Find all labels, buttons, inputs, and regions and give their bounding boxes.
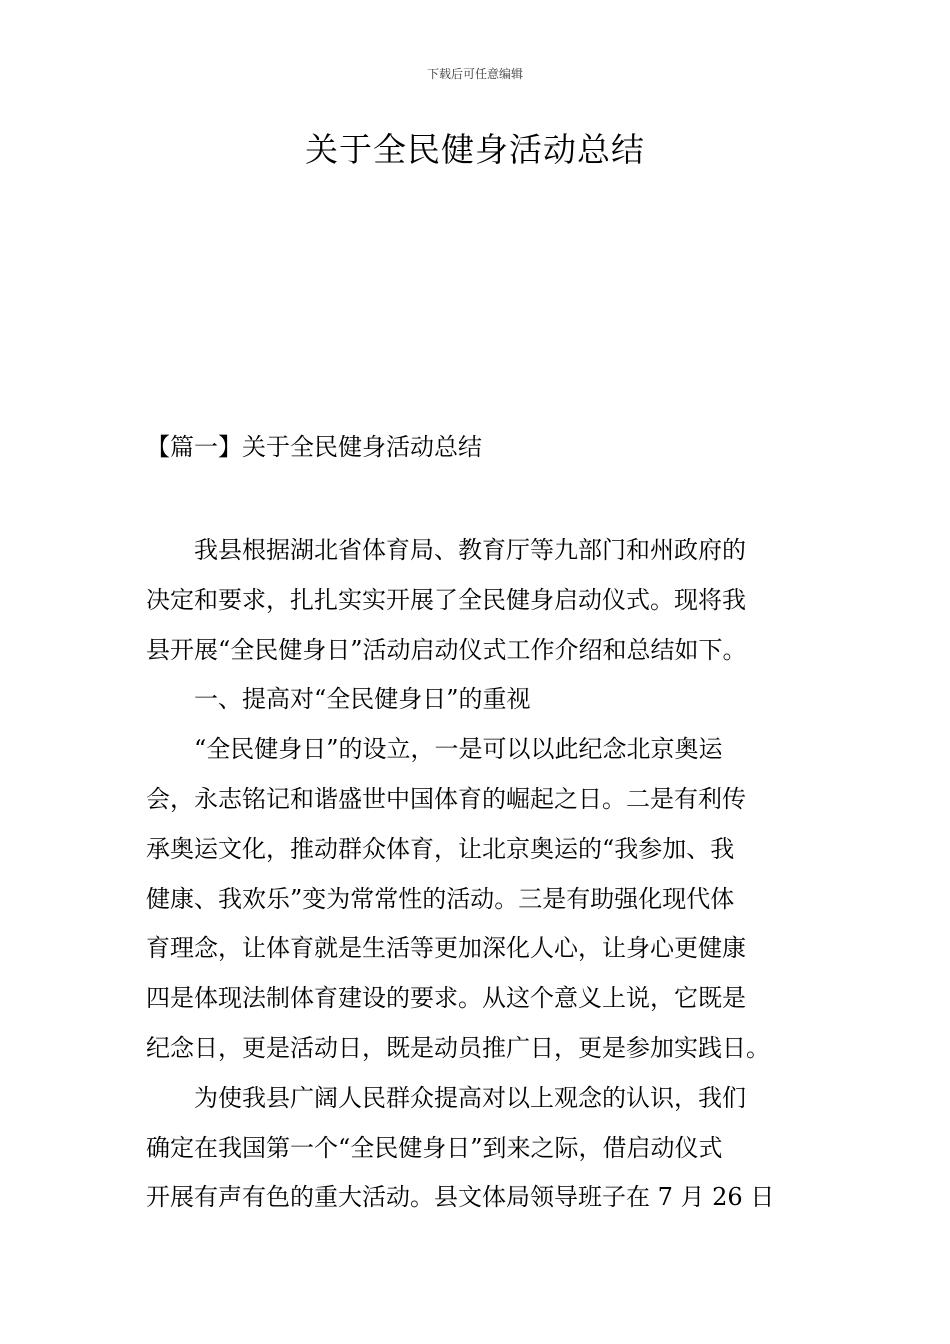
body-line: 开展有声有色的重大活动。县文体局领导班子在 7 月 26 日 bbox=[146, 1183, 775, 1212]
body-line: 为使我县广阔人民群众提高对以上观念的认识，我们 bbox=[146, 1083, 746, 1112]
body-line: 决定和要求，扎扎实实开展了全民健身启动仪式。现将我 bbox=[146, 585, 746, 614]
body-line: 县开展“全民健身日”活动启动仪式工作介绍和总结如下。 bbox=[146, 635, 747, 664]
body-line: 会，永志铭记和谐盛世中国体育的崛起之日。二是有利传 bbox=[146, 784, 746, 813]
document-title: 关于全民健身活动总结 bbox=[305, 130, 645, 169]
body-line: 我县根据湖北省体育局、教育厅等九部门和州政府的 bbox=[146, 536, 746, 564]
body-line: 确定在我国第一个“全民健身日”到来之际，借启动仪式 bbox=[146, 1133, 723, 1162]
document-body bbox=[146, 526, 806, 1223]
body-line: 承奥运文化，推动群众体育，让北京奥运的“我参加、我 bbox=[146, 834, 735, 863]
body-line: 一、提高对“全民健身日”的重视 bbox=[146, 685, 531, 714]
body-line: “全民健身日”的设立，一是可以以此纪念北京奥运 bbox=[146, 735, 723, 764]
body-line: 四是体现法制体育建设的要求。从这个意义上说，它既是 bbox=[146, 984, 746, 1013]
page-header-note: 下载后可任意编辑 bbox=[426, 67, 523, 81]
body-line: 健康、我欢乐”变为常常性的活动。三是有助强化现代体 bbox=[146, 884, 735, 913]
body-line: 育理念，让体育就是生活等更加深化人心，让身心更健康 bbox=[146, 934, 746, 963]
section-heading: 【篇一】关于全民健身活动总结 bbox=[146, 433, 482, 461]
body-line: 纪念日，更是活动日，既是动员推广日，更是参加实践日。 bbox=[146, 1033, 770, 1062]
